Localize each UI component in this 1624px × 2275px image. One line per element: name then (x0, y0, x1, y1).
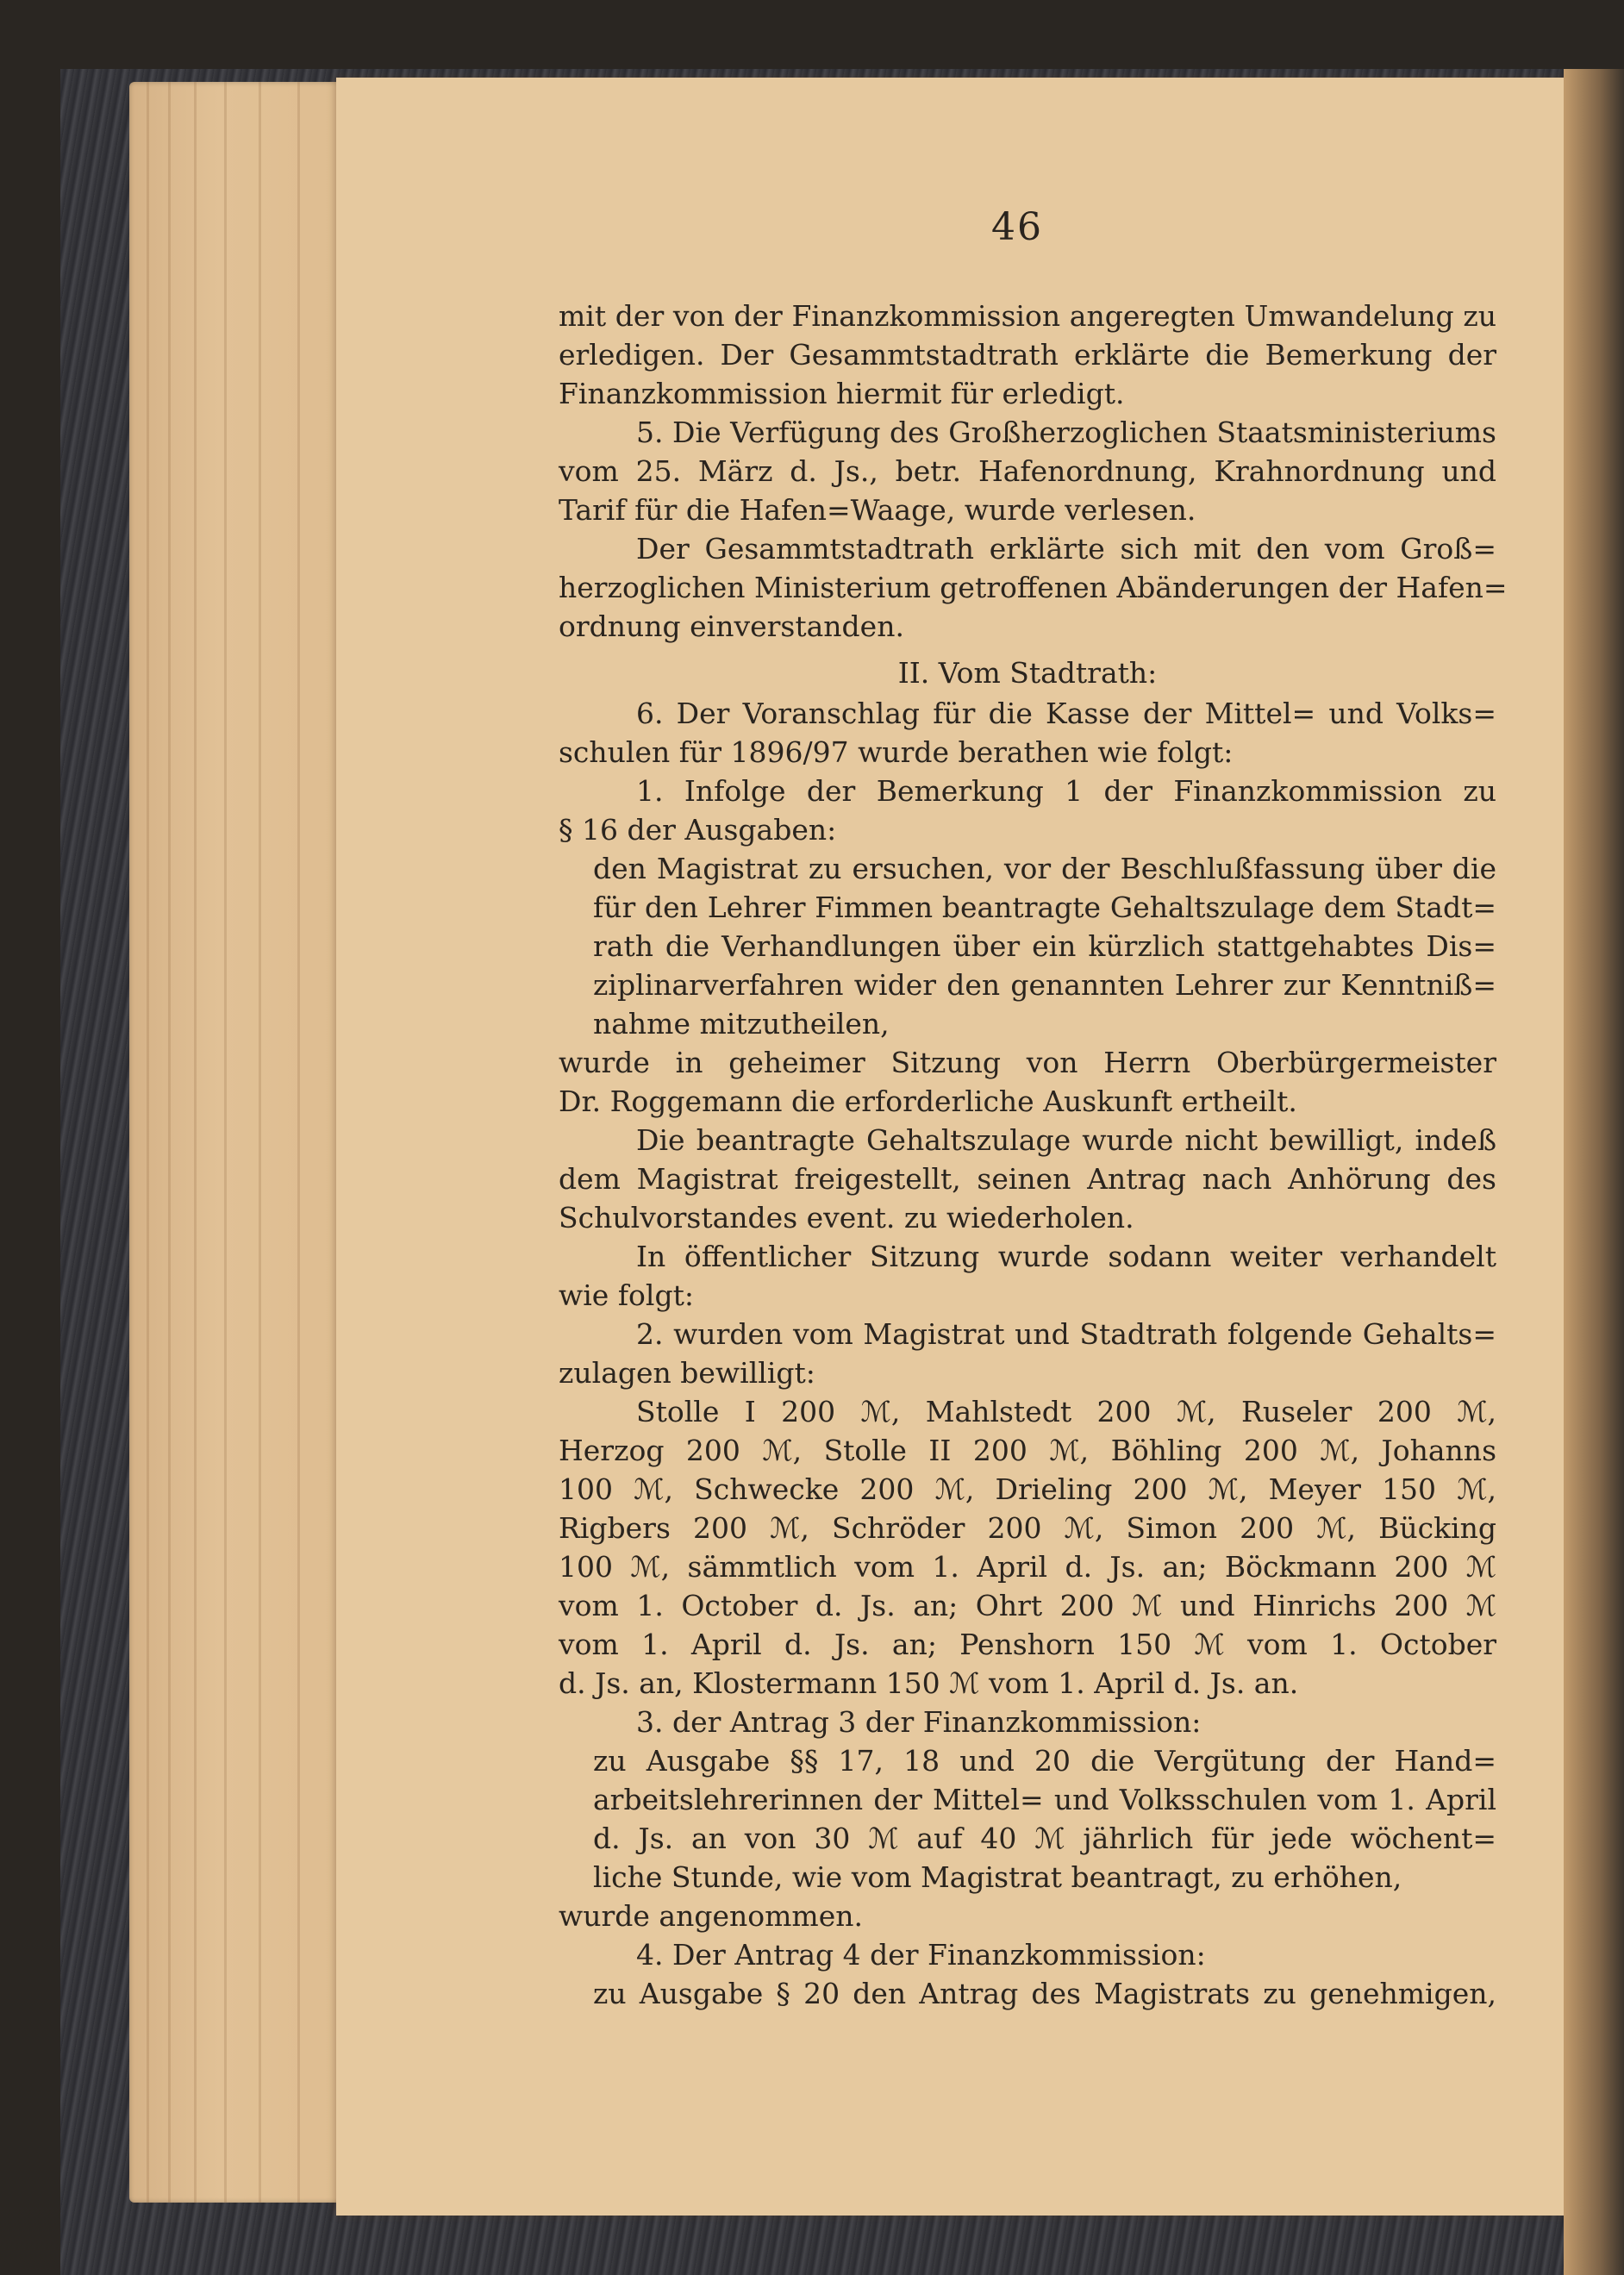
text-line: 6. Der Voranschlag für die Kasse der Mittel= und Volks= (636, 697, 1496, 730)
text-line: 5. Die Verfügung des Großherzoglichen Staatsministeriums (636, 416, 1496, 449)
text-line: herzoglichen Ministerium getroffenen Abänderungen der Hafen= (559, 571, 1508, 604)
text-line: arbeitslehrerinnen der Mittel= und Volksschulen vom 1. April (593, 1783, 1496, 1816)
text-line: 100 ℳ, Schwecke 200 ℳ, Drieling 200 ℳ, Meyer 150 ℳ, (559, 1472, 1496, 1506)
text-line: § 16 der Ausgaben: (559, 813, 837, 847)
text-line: für den Lehrer Fimmen beantragte Gehaltszulage dem Stadt= (593, 891, 1496, 924)
text-line: wurde angenommen. (559, 1899, 863, 1933)
text-line: mit der von der Finanzkommission angeregten Umwandelung zu (559, 299, 1496, 333)
page-number: 46 (991, 205, 1043, 249)
text-line: Finanzkommission hiermit für erledigt. (559, 377, 1125, 410)
text-line: rath die Verhandlungen über ein kürzlich stattgehabtes Dis= (593, 929, 1496, 963)
text-line: Tarif für die Hafen=Waage, wurde verlesen. (559, 493, 1196, 527)
text-line: ziplinarverfahren wider den genannten Lehrer zur Kenntniß= (593, 968, 1496, 1002)
text-line: Die beantragte Gehaltszulage wurde nicht bewilligt, indeß (636, 1123, 1496, 1157)
section-heading: II. Vom Stadtrath: (897, 656, 1158, 690)
text-line: Rigbers 200 ℳ, Schröder 200 ℳ, Simon 200 ℳ, Bücking (559, 1511, 1496, 1545)
text-line: erledigen. Der Gesammtstadtrath erklärte die Bemerkung der (559, 338, 1496, 372)
text-line: Stolle I 200 ℳ, Mahlstedt 200 ℳ, Ruseler 200 ℳ, (636, 1395, 1496, 1428)
text-line: zulagen bewilligt: (559, 1356, 815, 1390)
text-line: ordnung einverstanden. (559, 609, 904, 643)
text-line: dem Magistrat freigestellt, seinen Antrag nach Anhörung des (559, 1162, 1496, 1196)
text-line: vom 1. October d. Js. an; Ohrt 200 ℳ und Hinrichs 200 ℳ (559, 1589, 1496, 1622)
text-line: zu Ausgabe §§ 17, 18 und 20 die Vergütung der Hand= (593, 1744, 1496, 1778)
text-line: Schulvorstandes event. zu wiederholen. (559, 1201, 1134, 1234)
text-line: 4. Der Antrag 4 der Finanzkommission: (636, 1938, 1206, 1972)
text-line: 1. Infolge der Bemerkung 1 der Finanzkommission zu (636, 774, 1496, 808)
text-line: liche Stunde, wie vom Magistrat beantragt, zu erhöhen, (593, 1860, 1402, 1894)
text-line: Dr. Roggemann die erforderliche Auskunft ertheilt. (559, 1084, 1297, 1118)
text-line: Herzog 200 ℳ, Stolle II 200 ℳ, Böhling 200 ℳ, Johanns (559, 1434, 1496, 1467)
text-line: 3. der Antrag 3 der Finanzkommission: (636, 1705, 1202, 1739)
text-line: wie folgt: (559, 1278, 694, 1312)
text-line: nahme mitzutheilen, (593, 1007, 890, 1041)
text-line: Der Gesammtstadtrath erklärte sich mit den vom Groß= (636, 532, 1496, 566)
text-line: vom 1. April d. Js. an; Penshorn 150 ℳ vom 1. October (559, 1628, 1496, 1661)
text-line: d. Js. an von 30 ℳ auf 40 ℳ jährlich für jede wöchent= (593, 1822, 1496, 1855)
text-line: In öffentlicher Sitzung wurde sodann weiter verhandelt (636, 1240, 1496, 1273)
text-line: vom 25. März d. Js., betr. Hafenordnung, Krahnordnung und (559, 454, 1496, 488)
book-gutter (1564, 69, 1624, 2275)
text-line: wurde in geheimer Sitzung von Herrn Oberbürgermeister (559, 1046, 1496, 1079)
text-line: den Magistrat zu ersuchen, vor der Beschlußfassung über die (593, 852, 1496, 885)
text-line: 100 ℳ, sämmtlich vom 1. April d. Js. an; Böckmann 200 ℳ (559, 1550, 1496, 1584)
text-line: d. Js. an, Klostermann 150 ℳ vom 1. April d. Js. an. (559, 1666, 1299, 1700)
text-line: zu Ausgabe § 20 den Antrag des Magistrats zu genehmigen, (593, 1977, 1496, 2010)
text-line: schulen für 1896/97 wurde berathen wie folgt: (559, 735, 1234, 769)
text-line: 2. wurden vom Magistrat und Stadtrath folgende Gehalts= (636, 1317, 1496, 1351)
